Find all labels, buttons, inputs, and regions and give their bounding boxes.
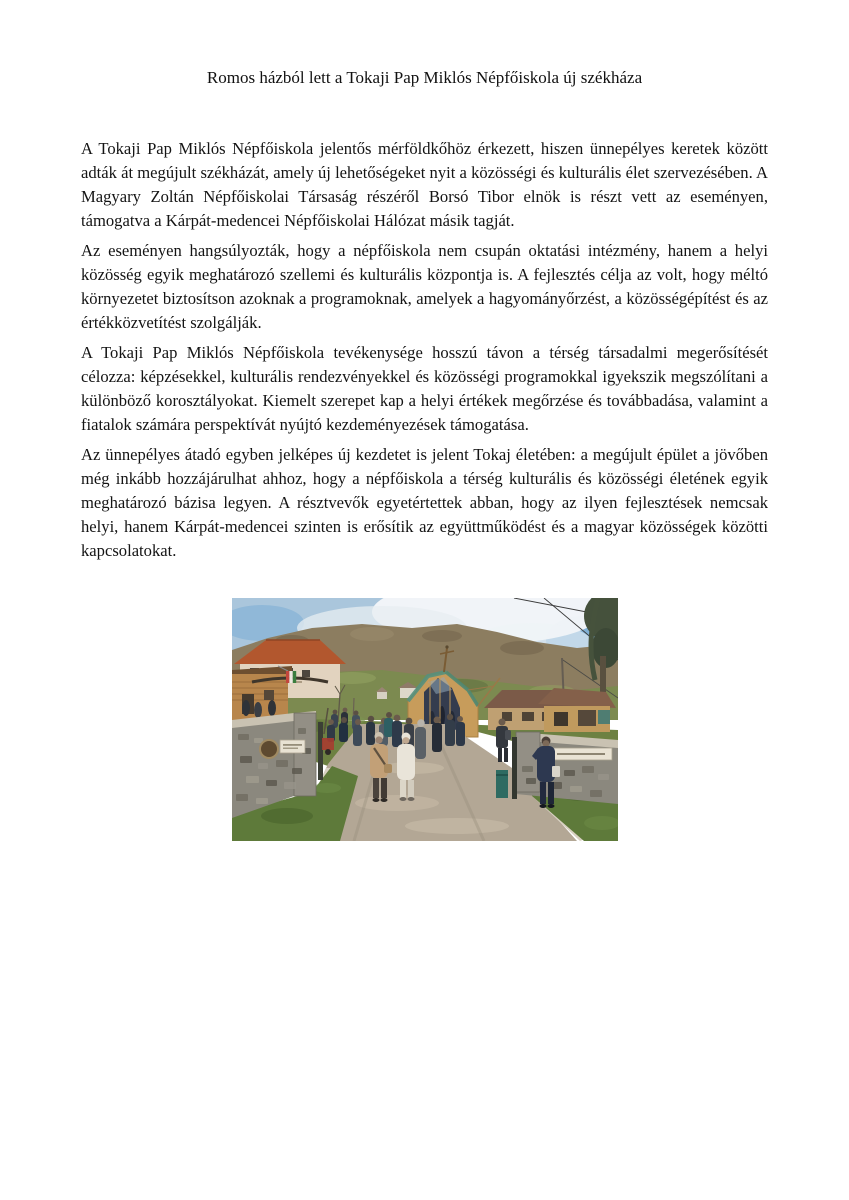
wall-plaque-left: [280, 740, 305, 753]
gate-post-right: [512, 737, 517, 799]
article-photo: [81, 598, 768, 841]
article-paragraph-2: Az eseményen hangsúlyozták, hogy a népfőiskola nem csupán oktatási intézmény, hanem a helyi közösség egyik meghatározó szellemi és kulturális központja is. A fejlesztés célja az volt, hogy méltó környezetet biztosítson azoknak a programoknak, amelyek a hagyományőrzést, a közösségépítést és az értékközvetítést szolgálják.: [81, 241, 768, 332]
gate-post-left: [318, 722, 323, 780]
article-title: Romos házból lett a Tokaji Pap Miklós Népfőiskola új székháza: [206, 68, 643, 87]
venue-opening-photo: [232, 598, 618, 841]
red-machine: [322, 738, 334, 750]
right-buildings: [484, 688, 616, 732]
article-paragraph-3: A Tokaji Pap Miklós Népfőiskola tevékenysége hosszú távon a térség társadalmi megerősítését célozza: képzésekkel, kulturális rendezvényekkel és közösségi programokkal igyekszik megszólítani a különböző korosztályokat. Kiemelt szerepet kap a helyi értékek megőrzése és továbbadása, valamint a fiatalok számára perspektívát nyújtó kezdeményezések támogatása.: [81, 343, 768, 434]
article-paragraph-4: Az ünnepélyes átadó egyben jelképes új kezdetet is jelent Tokaj életében: a megújult épület a jövőben még inkább hozzájárulhat ahhoz, hogy a népfőiskola a térség kulturális és közösségi életének egyik meghatározó bázisa legyen. A résztvevők egyetértettek abban, hogy az ilyen fejlesztések nemcsak helyi, hanem Kárpát-medencei szinten is erősítik az együttműködést és a magyar közösségek közötti kapcsolatokat.: [81, 445, 768, 560]
article-paragraph-1: A Tokaji Pap Miklós Népfőiskola jelentős mérföldkőhöz érkezett, hiszen ünnepélyes keretek között adták át megújult székházát, amely új lehetőségeket nyit a közösségi és kulturális élet szervezésében. A Magyary Zoltán Népfőiskolai Társaság részéről Borsó Tibor elnök is részt vett az eseményen, támogatva a Kárpát-medencei Népfőiskolai Hálózat másik tagját.: [81, 139, 768, 230]
wall-emblem: [260, 740, 278, 758]
article-body: [81, 137, 768, 563]
teal-bin: [496, 770, 508, 798]
